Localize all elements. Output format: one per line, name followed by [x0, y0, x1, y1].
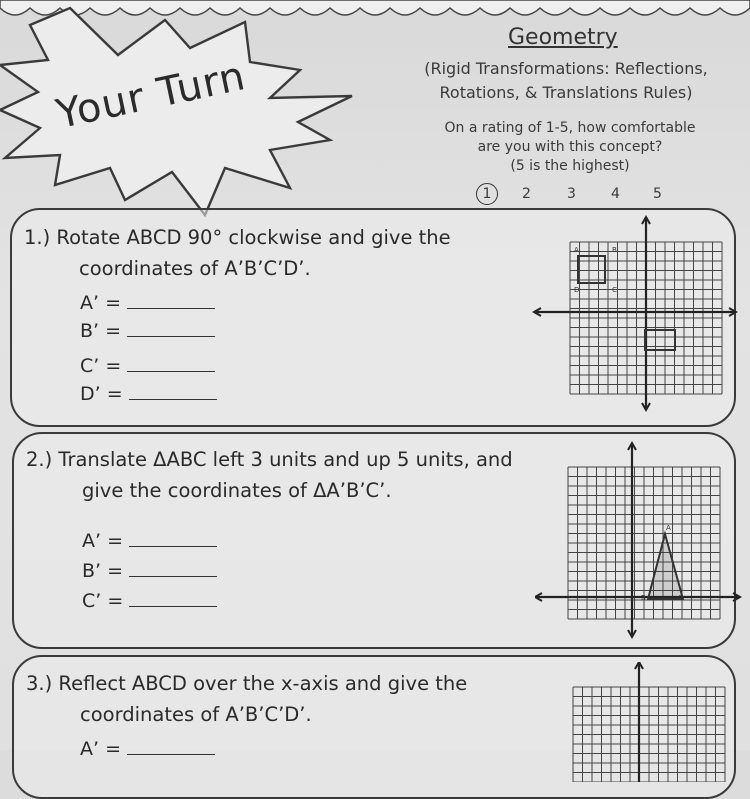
question-3-line-2: coordinates of A’B’C’D’.: [80, 703, 312, 726]
q1-answer-a-label: A’ =: [80, 292, 121, 314]
q2-answer-a: [82, 530, 217, 552]
q3-coordinate-grid: [535, 662, 745, 782]
question-2-line-1: 2.) Translate ΔABC left 3 units and up 5 units, and: [26, 448, 513, 471]
q2-label-c: C: [678, 594, 683, 602]
subtitle-line-2: Rotations, & Translations Rules): [439, 83, 693, 102]
q2-coordinate-grid: [535, 437, 745, 642]
subtitle-line-1: (Rigid Transformations: Reflections,: [424, 59, 708, 78]
question-3-line-1: 3.) Reflect ABCD over the x-axis and give the: [26, 672, 468, 695]
rating-scale: [470, 184, 680, 206]
q1-label-a: A: [574, 246, 579, 254]
q1-answer-c-label: C’ =: [80, 355, 122, 377]
q1-label-b: B: [612, 246, 617, 254]
rating-prompt: [410, 119, 730, 176]
q2-answer-a-label: A’ =: [82, 530, 123, 552]
rating-option-3[interactable]: 3: [567, 186, 576, 202]
q1-coordinate-grid: [530, 212, 740, 417]
q1-answer-b-blank[interactable]: [127, 335, 215, 337]
q1-answer-d-label: D’ =: [80, 383, 123, 405]
rating-option-1-selected[interactable]: 1: [476, 183, 498, 205]
question-2-line-2: give the coordinates of ΔA’B’C’.: [82, 479, 392, 502]
q2-answer-b: [82, 560, 217, 582]
rating-line-2: are you with this concept?: [477, 139, 663, 155]
q1-answer-c: [80, 355, 215, 377]
rating-option-5[interactable]: 5: [653, 186, 662, 202]
rating-option-2[interactable]: 2: [522, 186, 531, 202]
q1-answer-d-blank[interactable]: [129, 398, 217, 400]
q1-label-c: C: [612, 286, 617, 294]
q1-shape-abcd: [578, 256, 605, 283]
q3-answer-a: [80, 738, 215, 760]
q2-answer-c-blank[interactable]: [129, 605, 217, 607]
question-2-text: [26, 444, 513, 506]
q2-answer-c-label: C’ =: [82, 590, 124, 612]
q1-answer-a-blank[interactable]: [127, 307, 215, 309]
q1-answer-b-label: B’ =: [80, 320, 122, 342]
page-subtitle: [396, 57, 736, 105]
q1-answer-c-blank[interactable]: [127, 370, 215, 372]
q2-answer-b-blank[interactable]: [129, 575, 217, 577]
q2-answer-b-label: B’ =: [82, 560, 124, 582]
page-title: Geometry: [508, 25, 618, 50]
q1-answer-b: [80, 320, 215, 342]
rating-line-1: On a rating of 1-5, how comfortable: [444, 120, 696, 136]
question-1-text: [24, 222, 451, 284]
your-turn-banner-text: Your Turn: [52, 53, 250, 138]
q1-answer-d: [80, 383, 217, 405]
q1-label-d: D: [574, 286, 580, 294]
q2-label-a: A: [666, 524, 671, 532]
q2-answer-c: [82, 590, 217, 612]
q3-answer-a-label: A’ =: [80, 738, 121, 760]
q2-answer-a-blank[interactable]: [129, 545, 217, 547]
q3-answer-a-blank[interactable]: [127, 753, 215, 755]
question-1-line-1: 1.) Rotate ABCD 90° clockwise and give the: [24, 226, 451, 249]
question-3-text: [26, 668, 467, 730]
q1-answer-a: [80, 292, 215, 314]
rating-option-4[interactable]: 4: [611, 186, 620, 202]
rating-line-3: (5 is the highest): [510, 158, 630, 174]
q2-label-b: B: [641, 594, 646, 602]
question-1-line-2: coordinates of A’B’C’D’.: [79, 257, 311, 280]
